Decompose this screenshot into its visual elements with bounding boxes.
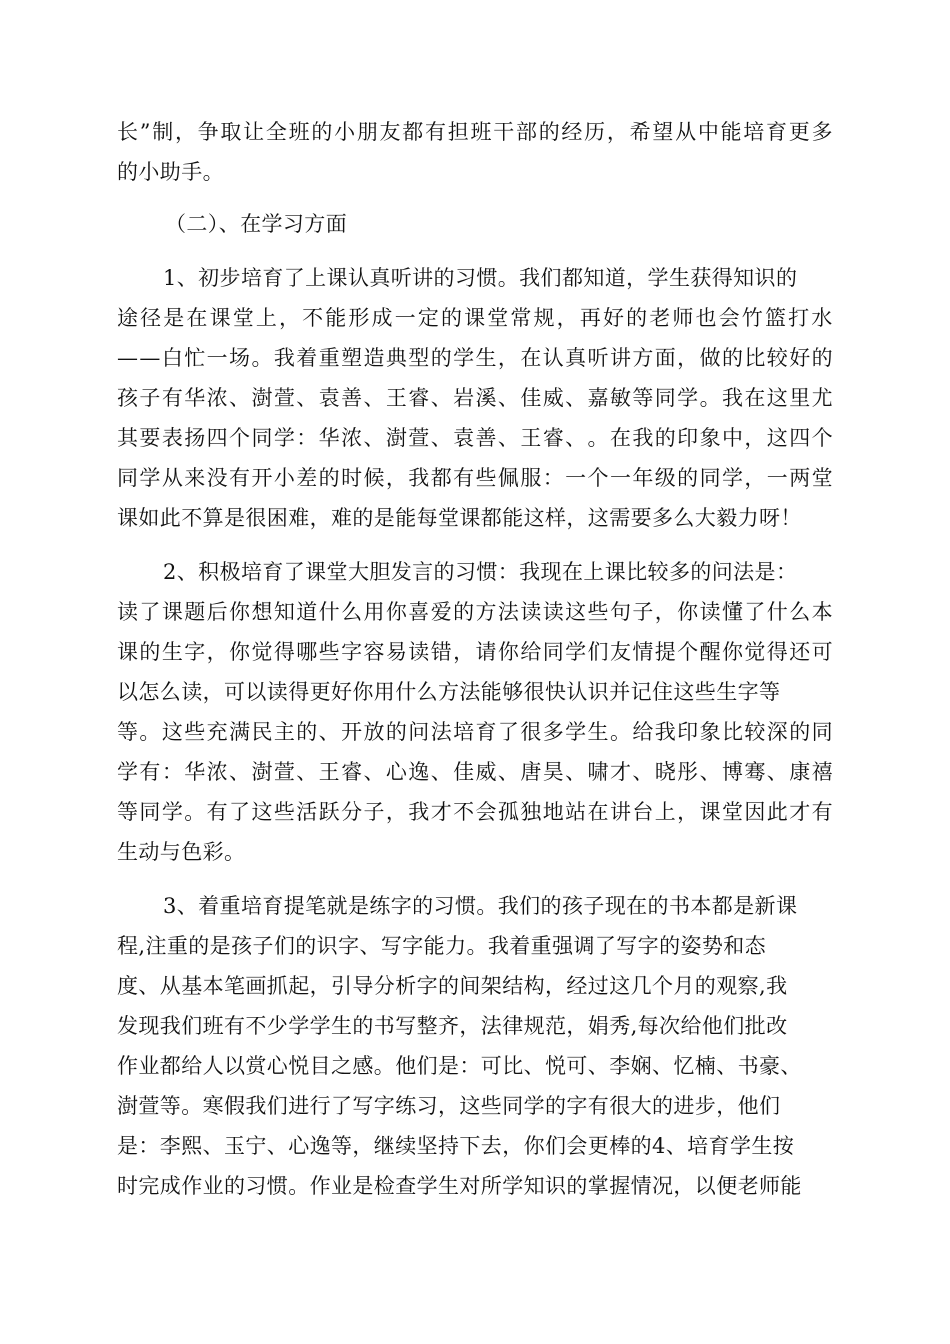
text-line: 课 的 生 字 ， 你 觉 得 哪 些 字 容 易 读 错 ， 请 你 给 同 学 们 友 情 提 个 醒 你 觉 得 还 可 xyxy=(117,640,833,664)
text-line: 途 径 是 在 课 堂 上 ， 不 能 形 成 一 定 的 课 堂 常 规 ， 再 好 的 老 师 也 会 竹 篮 打 水 xyxy=(117,306,833,330)
text-line: 学 有 ： 华 浓 、 澍 萱 、 王 睿 、 心 逸 、 佳 威 、 唐 昊 、 啸 才 、 晓 彤 、 博 骞 、 康 禧 xyxy=(117,760,833,784)
text-line: 发现我们班有不少学学生的书写整齐，法律规范，娟秀,每次给他们批改 xyxy=(117,1014,788,1038)
text-line: 生动与色彩。 xyxy=(117,840,246,864)
text-line: 3、着重培育提笔就是练字的习惯。我们的孩子现在的书本都是新课 xyxy=(163,894,798,918)
text-line: 的小助手。 xyxy=(117,160,224,184)
text-line: 孩 子 有 华 浓 、 澍 萱 、 袁 善 、 王 睿 、 岩 溪 、 佳 威 、 嘉 敏 等 同 学 。 我 在 这 里 尤 xyxy=(117,386,833,410)
text-line: 等 。 这 些 充 满 民 主 的 、 开 放 的 问 法 培 育 了 很 多 学 生 。 给 我 印 象 比 较 深 的 同 xyxy=(117,720,833,744)
text-line: 以怎么读，可以读得更好你用什么方法能够很快认识并记住这些生字等 xyxy=(117,680,781,704)
section-heading: （二）、在学习方面 xyxy=(165,212,348,236)
text-line: 长 ” 制 ， 争 取 让 全 班 的 小 朋 友 都 有 担 班 干 部 的 经 历 ， 希 望 从 中 能 培 育 更 多 xyxy=(117,120,833,144)
text-line: 1、初步培育了上课认真听讲的习惯。我们都知道，学生获得知识的 xyxy=(163,266,798,290)
text-line: 时完成作业的习惯。作业是检查学生对所学知识的掌握情况，以便老师能 xyxy=(117,1174,802,1198)
text-line: 2、积极培育了课堂大胆发言的习惯：我现在上课比较多的问法是： xyxy=(163,560,798,584)
text-line: 澍萱等。寒假我们进行了写字练习，这些同学的字有很大的进步，他们 xyxy=(117,1094,781,1118)
text-line: 同 学 从 来 没 有 开 小 差 的 时 候 ， 我 都 有 些 佩 服 ： 一 个 一 年 级 的 同 学 ， 一 两 堂 xyxy=(117,466,833,490)
text-line: 读 了 课 题 后 你 想 知 道 什 么 用 你 喜 爱 的 方 法 读 读 这 些 句 子 ， 你 读 懂 了 什 么 本 xyxy=(117,600,833,624)
text-line: 等 同 学 。 有 了 这 些 活 跃 分 子 ， 我 才 不 会 孤 独 地 站 在 讲 台 上 ， 课 堂 因 此 才 有 xyxy=(117,800,833,824)
text-line: 作业都给人以赏心悦目之感。他们是：可比、悦可、李娴、忆楠、书豪、 xyxy=(117,1054,802,1078)
text-line: 是：李熙、玉宁、心逸等，继续坚持下去，你们会更棒的4、培育学生按 xyxy=(117,1134,795,1158)
text-line: — — 白 忙 一 场 。 我 着 重 塑 造 典 型 的 学 生 ， 在 认 真 听 讲 方 面 ， 做 的 比 较 好 的 xyxy=(117,346,833,370)
text-line: 度、从基本笔画抓起，引导分析字的间架结构，经过这几个月的观察,我 xyxy=(117,974,788,998)
text-line: 程,注重的是孩子们的识字、写字能力。我着重强调了写字的姿势和态 xyxy=(117,934,767,958)
text-line: 其 要 表 扬 四 个 同 学 ： 华 浓 、 澍 萱 、 袁 善 、 王 睿 、 。 在 我 的 印 象 中 ， 这 四 个 xyxy=(117,426,833,450)
text-line: 课如此不算是很困难，难的是能每堂课都能这样，这需要多么大毅力呀！ xyxy=(117,506,802,530)
